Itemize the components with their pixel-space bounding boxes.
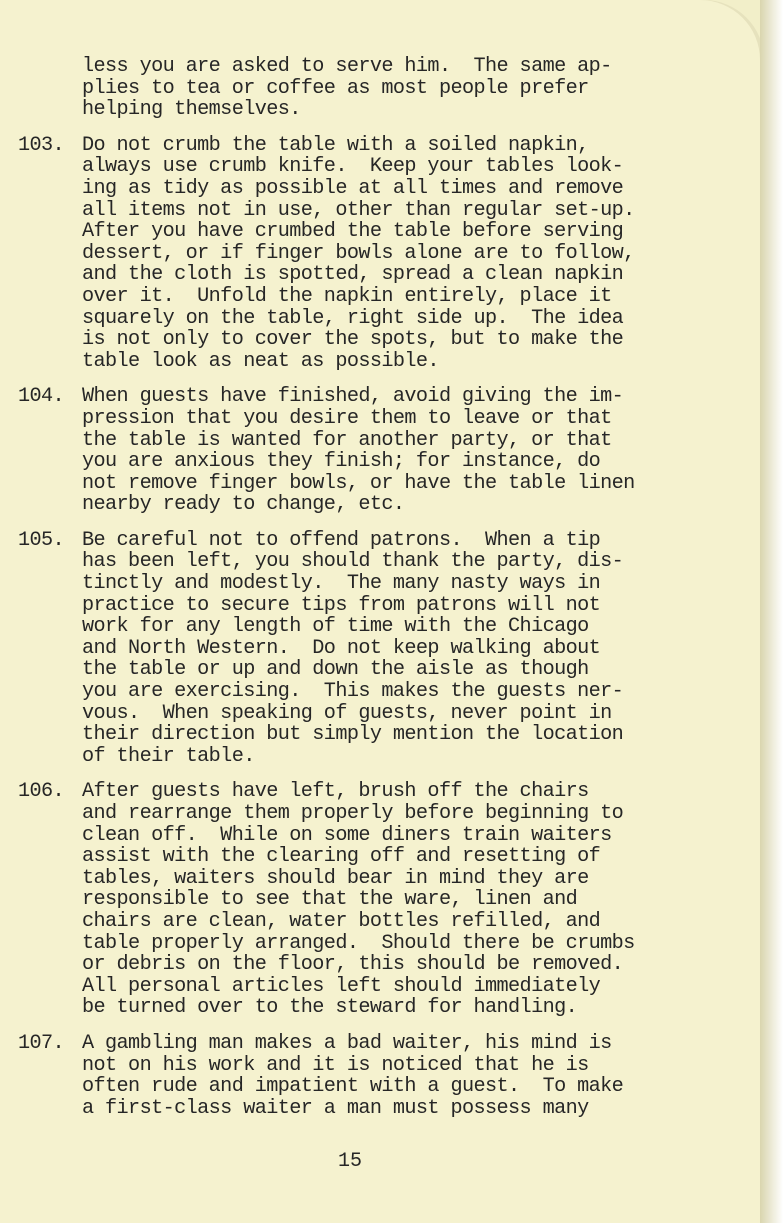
- paragraph-number: 106.: [18, 780, 65, 804]
- text-line: and the cloth is spotted, spread a clean napkin: [82, 263, 624, 287]
- text-line: responsible to see that the ware, linen and: [82, 888, 578, 912]
- text-line: the table is wanted for another party, or that: [82, 428, 612, 452]
- text-line: be turned over to the steward for handling.: [82, 996, 578, 1020]
- page-number: 15: [338, 1150, 363, 1173]
- text-line: you are exercising. This makes the guests ner-: [82, 680, 624, 704]
- paragraph-106: [18, 781, 718, 1019]
- page-edge: [760, 0, 783, 1223]
- paragraph-104: [18, 386, 718, 516]
- text-line: squarely on the table, right side up. The idea: [82, 306, 624, 330]
- paragraph-continued: [18, 56, 718, 121]
- text-line: A gambling man makes a bad waiter, his mind is: [82, 1031, 612, 1055]
- text-line: of their table.: [82, 744, 255, 768]
- paragraph-number: 105.: [18, 528, 65, 552]
- text-line: often rude and impatient with a guest. To make: [82, 1075, 624, 1099]
- text-line: pression that you desire them to leave or that: [82, 406, 612, 430]
- text-line: After you have crumbed the table before serving: [82, 220, 624, 244]
- paragraph-107: [18, 1033, 718, 1119]
- paragraph-103: [18, 135, 718, 373]
- text-line: is not only to cover the spots, but to make the: [82, 328, 624, 352]
- text-line: vous. When speaking of guests, never point in: [82, 701, 612, 725]
- paragraph-number: 104.: [18, 385, 65, 409]
- text-line: has been left, you should thank the party, dis-: [82, 550, 624, 574]
- text-line: not remove finger bowls, or have the table linen: [82, 471, 635, 495]
- text-line: less you are asked to serve him. The same ap-: [82, 55, 612, 78]
- text-line: the table or up and down the aisle as though: [82, 658, 589, 682]
- text-line: not on his work and it is noticed that he is: [82, 1053, 589, 1077]
- text-line: over it. Unfold the napkin entirely, place it: [82, 284, 612, 308]
- paragraph-105: [18, 530, 718, 768]
- text-line: or debris on the floor, this should be removed.: [82, 953, 624, 977]
- text-line: table properly arranged. Should there be crumbs: [82, 931, 635, 955]
- paragraph-number: 107.: [18, 1031, 65, 1055]
- text-line: chairs are clean, water bottles refilled, and: [82, 909, 601, 933]
- text-line: When guests have finished, avoid giving the im-: [82, 385, 624, 409]
- text-line: a first-class waiter a man must possess many: [82, 1096, 589, 1120]
- text-line: dessert, or if finger bowls alone are to follow,: [82, 241, 635, 265]
- paragraph-number: 103.: [18, 133, 65, 157]
- text-line: table look as neat as possible.: [82, 349, 439, 373]
- text-line: their direction but simply mention the location: [82, 723, 624, 747]
- text-line: you are anxious they finish; for instance, do: [82, 450, 601, 474]
- text-line: work for any length of time with the Chicago: [82, 615, 589, 639]
- text-line: After guests have left, brush off the chairs: [82, 780, 589, 804]
- text-line: tables, waiters should bear in mind they are: [82, 866, 589, 890]
- text-line: practice to secure tips from patrons will not: [82, 593, 601, 617]
- text-line: assist with the clearing off and resetting of: [82, 845, 601, 869]
- text-line: always use crumb knife. Keep your tables look-: [82, 155, 624, 179]
- text-line: plies to tea or coffee as most people prefer: [82, 76, 589, 100]
- text-line: All personal articles left should immediately: [82, 974, 601, 998]
- body-text: [18, 56, 718, 1133]
- text-line: Be careful not to offend patrons. When a tip: [82, 528, 601, 552]
- text-line: all items not in use, other than regular set-up.: [82, 198, 635, 222]
- text-line: helping themselves.: [82, 98, 301, 122]
- text-line: tinctly and modestly. The many nasty ways in: [82, 572, 601, 596]
- text-line: ing as tidy as possible at all times and remove: [82, 176, 624, 200]
- text-line: clean off. While on some diners train waiters: [82, 823, 612, 847]
- text-line: and rearrange them properly before beginning to: [82, 802, 624, 825]
- text-line: nearby ready to change, etc.: [82, 493, 405, 517]
- text-line: Do not crumb the table with a soiled napkin,: [82, 133, 589, 157]
- text-line: and North Western. Do not keep walking about: [82, 636, 601, 660]
